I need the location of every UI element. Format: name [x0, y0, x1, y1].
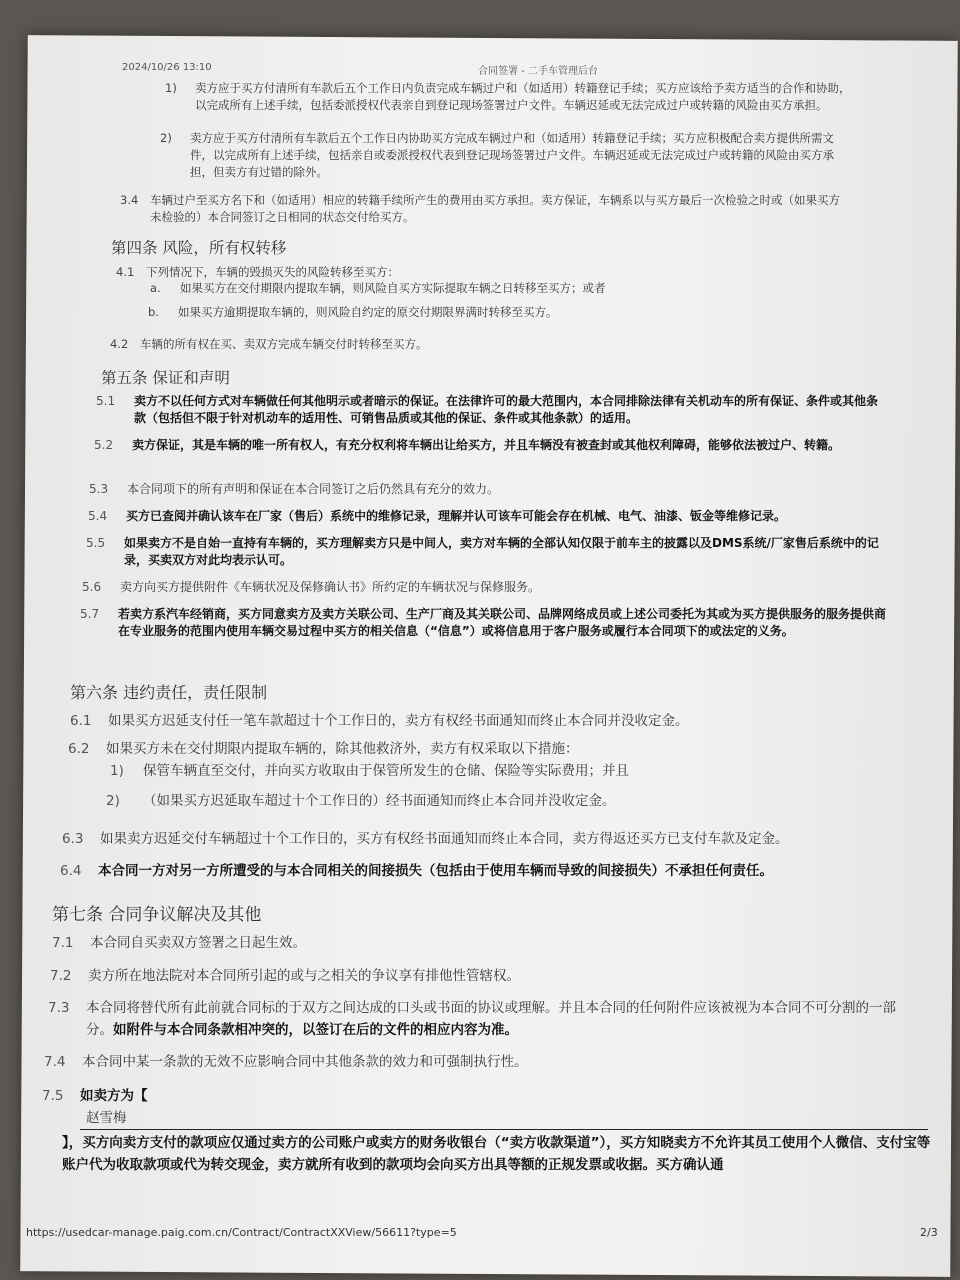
- clause-5-5: 5.5 如果卖方不是自始一直持有车辆的，买方理解卖方只是中间人，卖方对车辆的全部认知仅限于前车主的披露以及DMS系统/厂家售后系统中的记录，买卖双方对此均表示认可。: [86, 536, 879, 567]
- article-7-heading: 第七条 合同争议解决及其他: [52, 905, 262, 925]
- clause-6-3: 6.3 如果卖方迟延交付车辆超过十个工作日的，买方有权经书面通知而终止本合同，卖方得返还买方已支付车款及定金。: [62, 831, 789, 847]
- clause-6-2: 6.2 如果买方未在交付期限内提取车辆的，除其他救济外，卖方有权采取以下措施：: [68, 741, 579, 757]
- article-5-heading: 第五条 保证和声明: [101, 369, 230, 387]
- clause-4-1: 4.1 下列情况下，车辆的毁损灭失的风险转移至买方：: [116, 265, 399, 279]
- clause-5-3: 5.3 本合同项下的所有声明和保证在本合同签订之后仍然具有充分的效力。: [89, 482, 500, 496]
- clause-3-3-1: 1) 卖方应于买方付清所有车款后五个工作日内负责完成车辆过户和（如适用）转籍登记手续；买方应该给予卖方适当的合作和协助，以完成所有上述手续，包括委派授权代表亲自到登记现场签署过户文件。车辆迟延或无法完成过户或转籍的风险由买方承担。: [165, 81, 851, 112]
- clause-5-1: 5.1 卖方不以任何方式对车辆做任何其他明示或者暗示的保证。在法律许可的最大范围内，本合同排除法律有关机动车的所有保证、条件或其他条款（包括但不限于针对机动车的适用性、可销售品质或其他的保证、条件或其他条款）的适用。: [96, 394, 879, 425]
- clause-6-1: 6.1 如果买方迟延支付任一笔车款超过十个工作日的，卖方有权经书面通知而终止本合同并没收定金。: [70, 713, 689, 729]
- clause-7-4: 7.4 本合同中某一条款的无效不应影响合同中其他条款的效力和可强制执行性。: [44, 1054, 528, 1070]
- footer-url[interactable]: https://usedcar-manage.paig.com.cn/Contract/ContractXXView/56611?type=5: [26, 1226, 457, 1239]
- clause-5-4: 5.4 买方已查阅并确认该车在厂家（售后）系统中的维修记录，理解并认可该车可能会存在机械、电气、油漆、钣金等维修记录。: [88, 509, 787, 523]
- clause-6-2-2: 2) （如果买方迟延取车超过十个工作日的）经书面通知而终止本合同并没收定金。: [106, 793, 616, 809]
- clause-5-6: 5.6 卖方向买方提供附件《车辆状况及保修确认书》所约定的车辆状况与保修服务。: [82, 580, 541, 594]
- clause-5-7: 5.7 若卖方系汽车经销商，买方同意卖方及卖方关联公司、生产厂商及其关联公司、品牌网络成员或上述公司委托为其或为买方提供服务的服务提供商在专业服务的范围内使用车辆交易过程中买方的相关信息（“信息”）或将信息用于客户服务或履行本合同项下的或法定的义务。: [80, 607, 887, 638]
- clause-5-2: 5.2 卖方保证，其是车辆的唯一所有权人，有充分权利将车辆出让给买方，并且车辆没有被查封或其他权利障碍，能够依法被过户、转籍。: [94, 438, 841, 452]
- seller-name-field: 赵雪梅: [86, 1110, 127, 1126]
- article-4-heading: 第四条 风险，所有权转移: [111, 239, 287, 257]
- clause-4-1-b: b. 如果买方逾期提取车辆的，则风险自约定的原交付期限界满时转移至买方。: [148, 305, 558, 319]
- clause-7-3: 7.3 本合同将替代所有此前就合同标的于双方之间达成的口头或书面的协议或理解。并且本合同的任何附件应该被视为本合同不可分割的一部分。如附件与本合同条款相冲突的，以签订在后的文件的相应内容为准。: [48, 1000, 896, 1038]
- clause-7-2: 7.2 卖方所在地法院对本合同所引起的或与之相关的争议享有排他性管辖权。: [50, 968, 520, 984]
- clause-4-2: 4.2 车辆的所有权在买、卖双方完成车辆交付时转移至买方。: [110, 337, 428, 351]
- print-datetime: 2024/10/26 13:10: [122, 62, 212, 73]
- clause-7-5-label: 7.5 如卖方为【: [42, 1088, 148, 1104]
- clause-6-2-1: 1) 保管车辆直至交付，并向买方收取由于保管所发生的仓储、保险等实际费用；并且: [110, 763, 629, 779]
- page-number: 2/3: [920, 1226, 938, 1239]
- clause-3-3-2: 2) 卖方应于买方付清所有车款后五个工作日内协助买方完成车辆过户和（如适用）转籍登记手续；买方应积极配合卖方提供所需文件，以完成所有上述手续，包括亲自或委派授权代表到登记现场签署过户文件。车辆迟延或无法完成过户或转籍的风险由买方承担，但卖方有过错的除外。: [160, 131, 834, 179]
- clause-3-4: 3.4 车辆过户至买方名下和（如适用）相应的转籍手续所产生的费用由买方承担。卖方保证，车辆系以与买方最后一次检验之时或（如果买方未检验的）本合同签订之日相同的状态交付给买方。: [120, 193, 840, 224]
- seller-name-underline: [80, 1129, 928, 1130]
- clause-6-4: 6.4 本合同一方对另一方所遭受的与本合同相关的间接损失（包括由于使用车辆而导致的间接损失）不承担任何责任。: [60, 863, 773, 879]
- clause-7-5-text: 】，买方向卖方支付的款项应仅通过卖方的公司账户或卖方的财务收银台（“卖方收款渠道”），买方知晓卖方不允许其员工使用个人微信、支付宝等账户代为收取款项或代为转交现金，卖方就所有收到的款项均会向买方出具等额的正规发票或收据。买方确认通: [62, 1135, 931, 1173]
- article-6-heading: 第六条 违约责任，责任限制: [70, 683, 268, 702]
- clause-7-1: 7.1 本合同自买卖双方签署之日起生效。: [52, 935, 306, 951]
- print-title: 合同签署 - 二手车管理后台: [478, 66, 598, 77]
- clause-4-1-a: a. 如果买方在交付期限内提取车辆，则风险自买方实际提取车辆之日转移至买方；或者: [150, 281, 606, 295]
